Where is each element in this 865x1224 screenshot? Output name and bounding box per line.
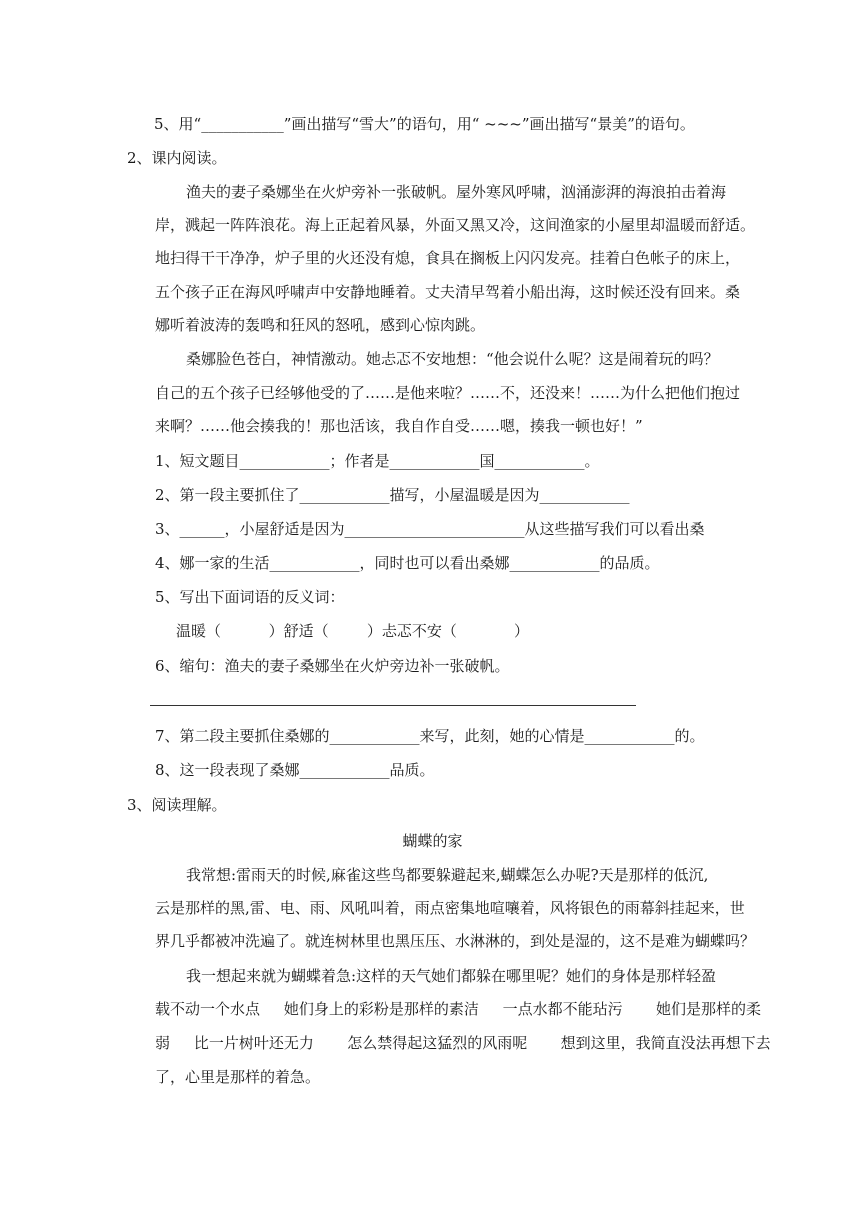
passage1-line: 五个孩子正在海风呼啸声中安静地睡着。丈夫清早驾着小船出海，这时候还没有回来。桑 bbox=[155, 283, 741, 301]
passage1-line: 岸，溅起一阵阵浪花。海上正起着风暴，外面又黑又冷，这间渔家的小屋里却温暖而舒适。 bbox=[155, 216, 756, 234]
story-line: 载不动一个水点 她们身上的彩粉是那样的素洁 一点水都不能玷污 她们是那样的柔 bbox=[155, 1000, 762, 1018]
question-8: 8、这一段表现了桑娜____________品质。 bbox=[155, 761, 435, 779]
story-line: 弱 比一片树叶还无力 怎么禁得起这猛烈的风雨呢 想到这里，我简直没法再想下去 bbox=[155, 1034, 771, 1052]
question-3: 3、______，小屋舒适是因为________________________从这些描写我们可以看出桑 bbox=[155, 520, 705, 538]
passage2-line: 桑娜脸色苍白，神情激动。她忐忑不安地想：“他会说什么呢？这是闹着玩的吗？ bbox=[186, 350, 719, 368]
question-7: 7、第二段主要抓住桑娜的____________来写，此刻，她的心情是____________的。 bbox=[155, 727, 705, 745]
story-line: 云是那样的黑,雷、电、雨、风吼叫着，雨点密集地喧嚷着，风将银色的雨幕斜挂起来，世 bbox=[155, 899, 745, 917]
question-5-antonyms: 温暖（ ）舒适（ ）忐忑不安（ ） bbox=[176, 622, 530, 640]
section-3-heading: 3、阅读理解。 bbox=[127, 796, 227, 814]
question-1: 1、短文题目____________；作者是____________国____________。 bbox=[155, 452, 600, 470]
passage2-line: 来啊？……他会揍我的！那也活该，我自作自受……嗯，揍我一顿也好！” bbox=[155, 417, 643, 435]
question-5: 5、写出下面词语的反义词： bbox=[155, 588, 345, 606]
story-line: 界几乎都被冲洗遍了。就连树林里也黑压压、水淋淋的，到处是湿的，这不是难为蝴蝶吗？ bbox=[155, 932, 756, 950]
question-5-underline: 5、用“___________”画出描写“雪大”的语句，用“ ~~~”画出描写“景美”的语句。 bbox=[154, 115, 695, 133]
passage1-line: 娜听着波涛的轰鸣和狂风的怒吼，感到心惊肉跳。 bbox=[155, 316, 486, 334]
passage1-line: 渔夫的妻子桑娜坐在火炉旁补一张破帆。屋外寒风呼啸，汹涌澎湃的海浪拍击着海 bbox=[186, 183, 727, 201]
section-2-heading: 2、课内阅读。 bbox=[127, 149, 227, 167]
question-6: 6、缩句：渔夫的妻子桑娜坐在火炉旁边补一张破帆。 bbox=[155, 657, 510, 675]
passage1-line: 地扫得干干净净，炉子里的火还没有熄，食具在搁板上闪闪发亮。挂着白色帐子的床上， bbox=[155, 249, 741, 267]
story-line: 我一想起来就为蝴蝶着急:这样的天气她们都躲在哪里呢？她们的身体是那样轻盈 bbox=[186, 967, 717, 985]
story-title: 蝴蝶的家 bbox=[402, 832, 463, 850]
story-line: 了，心里是那样的着急。 bbox=[155, 1068, 321, 1086]
question-2: 2、第一段主要抓住了____________描写，小屋温暖是因为____________ bbox=[155, 486, 630, 504]
story-line: 我常想:雷雨天的时候,麻雀这些鸟都要躲避起来,蝴蝶怎么办呢?天是那样的低沉, bbox=[186, 866, 709, 884]
question-4: 4、娜一家的生活____________，同时也可以看出桑娜____________的品质。 bbox=[155, 554, 660, 572]
passage2-line: 自己的五个孩子已经够他受的了……是他来啦？……不，还没来！……为什么把他们抱过 bbox=[155, 384, 741, 402]
answer-line bbox=[150, 705, 636, 706]
